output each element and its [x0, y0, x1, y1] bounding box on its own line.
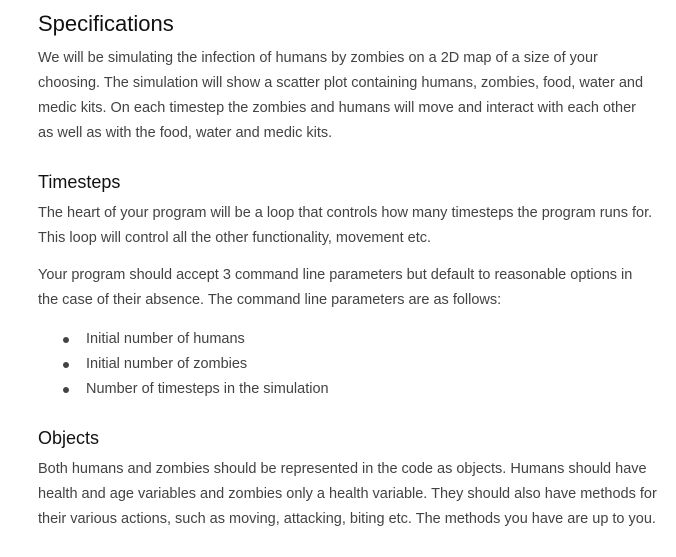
- text-line: We will be simulating the infection of humans by zombies on a 2D map of a size of your: [38, 50, 598, 66]
- parameter-list: [38, 327, 329, 402]
- timesteps-paragraph-1: [38, 201, 652, 251]
- list-item: Initial number of humans: [38, 327, 329, 352]
- text-line: medic kits. On each timestep the zombies and humans will move and interact with each other: [38, 100, 637, 116]
- text-line: the case of their absence. The command line parameters are as follows:: [38, 292, 502, 308]
- text-line: Both humans and zombies should be represented in the code as objects. Humans should have: [38, 461, 647, 477]
- list-item: Initial number of zombies: [38, 352, 329, 377]
- timesteps-paragraph-2: [38, 263, 632, 313]
- heading-objects: Objects: [38, 428, 100, 448]
- text-line: This loop will control all the other functionality, movement etc.: [38, 230, 432, 246]
- specifications-paragraph: [38, 46, 643, 146]
- text-line: health and age variables and zombies only a health variable. They should also have methods for: [38, 486, 657, 502]
- text-line: Your program should accept 3 command line parameters but default to reasonable options in: [38, 267, 633, 283]
- heading-timesteps: Timesteps: [38, 172, 121, 192]
- list-item: Number of timesteps in the simulation: [38, 377, 329, 402]
- text-line: The heart of your program will be a loop that controls how many timesteps the program runs for.: [38, 205, 653, 221]
- heading-specifications: Specifications: [38, 11, 174, 36]
- text-line: their various actions, such as moving, attacking, biting etc. The methods you have are up to you.: [38, 511, 656, 527]
- text-line: as well as with the food, water and medic kits.: [38, 125, 333, 141]
- objects-paragraph: [38, 457, 657, 532]
- text-line: choosing. The simulation will show a scatter plot containing humans, zombies, food, water and: [38, 75, 644, 91]
